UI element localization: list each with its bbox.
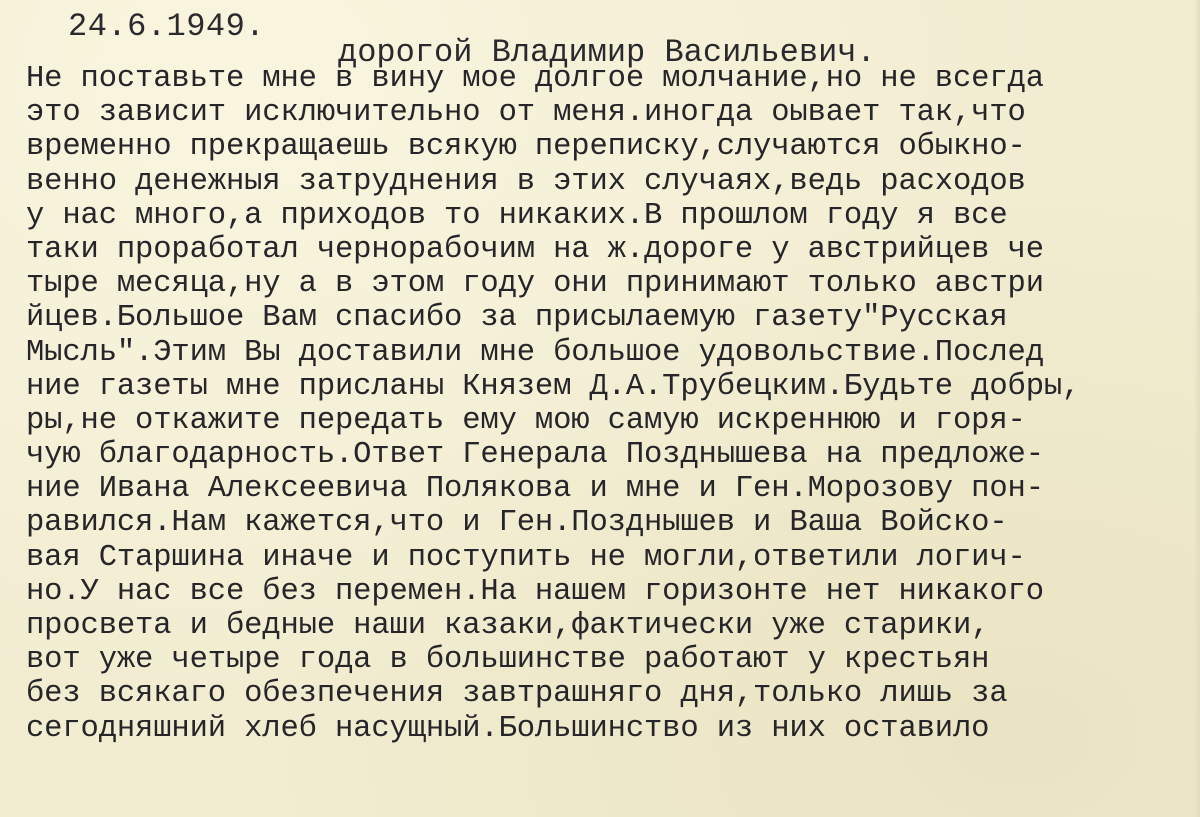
letter-line: просвета и бедные наши казаки,фактически уже старики, (26, 608, 990, 643)
letter-line: таки проработал чернорабочим на ж.дороге у австрийцев че (26, 231, 1044, 267)
letter-line: чую благодарность.Ответ Генерала Позднышева на предложе- (26, 437, 1044, 473)
letter-salutation: дорогой Владимир Васильевич. (338, 34, 876, 71)
letter-body (26, 62, 1198, 746)
letter-line: венно денежныя затруднения в этих случаях,ведь расходов (26, 163, 1026, 199)
letter-line: Мысль".Этим Вы доставили мне большое удовольствие.Послед (26, 334, 1044, 370)
letter-line: но.У нас все без перемен.На нашем горизонте нет никакого (26, 573, 1044, 609)
letter-line: ние Ивана Алексеевича Полякова и мне и Ген.Морозову пон- (26, 471, 1044, 507)
letter-line: йцев.Большое Вам спасибо за присылаемую газету"Русская (26, 300, 1008, 336)
letter-line: ние газеты мне присланы Князем Д.А.Трубецким.Будьте добры, (26, 368, 1081, 404)
letter-line: временно прекращаешь всякую переписку,случаются обыкно- (26, 129, 1026, 165)
letter-line: без всякаго обезпечения завтрашняго дня,только лишь за (26, 676, 1008, 712)
letter-line: ры,не откажите передать ему мою самую искреннюю и горя- (26, 402, 1026, 438)
letter-line: сегодняшний хлеб насущный.Большинство из них оставило (26, 710, 990, 746)
letter-line: равился.Нам кажется,что и Ген.Позднышев и Ваша Войско- (26, 505, 1008, 541)
letter-line: Не поставьте мне в вину мое долгое молчание,но не всегда (26, 61, 1044, 96)
letter-line: у нас много,а приходов то никаких.В прошлом году я все (26, 197, 1008, 233)
letter-line: тыре месяца,ну а в этом году они принимают только австри (26, 266, 1044, 302)
letter-line: вая Старшина иначе и поступить не могли,ответили логич- (26, 539, 1026, 575)
letter-line: это зависит исключительно от меня.иногда оывает так,что (26, 95, 1026, 131)
letter-date: 24.6.1949. (68, 8, 266, 45)
letter-line: вот уже четыре года в большинстве работают у крестьян (26, 642, 990, 678)
